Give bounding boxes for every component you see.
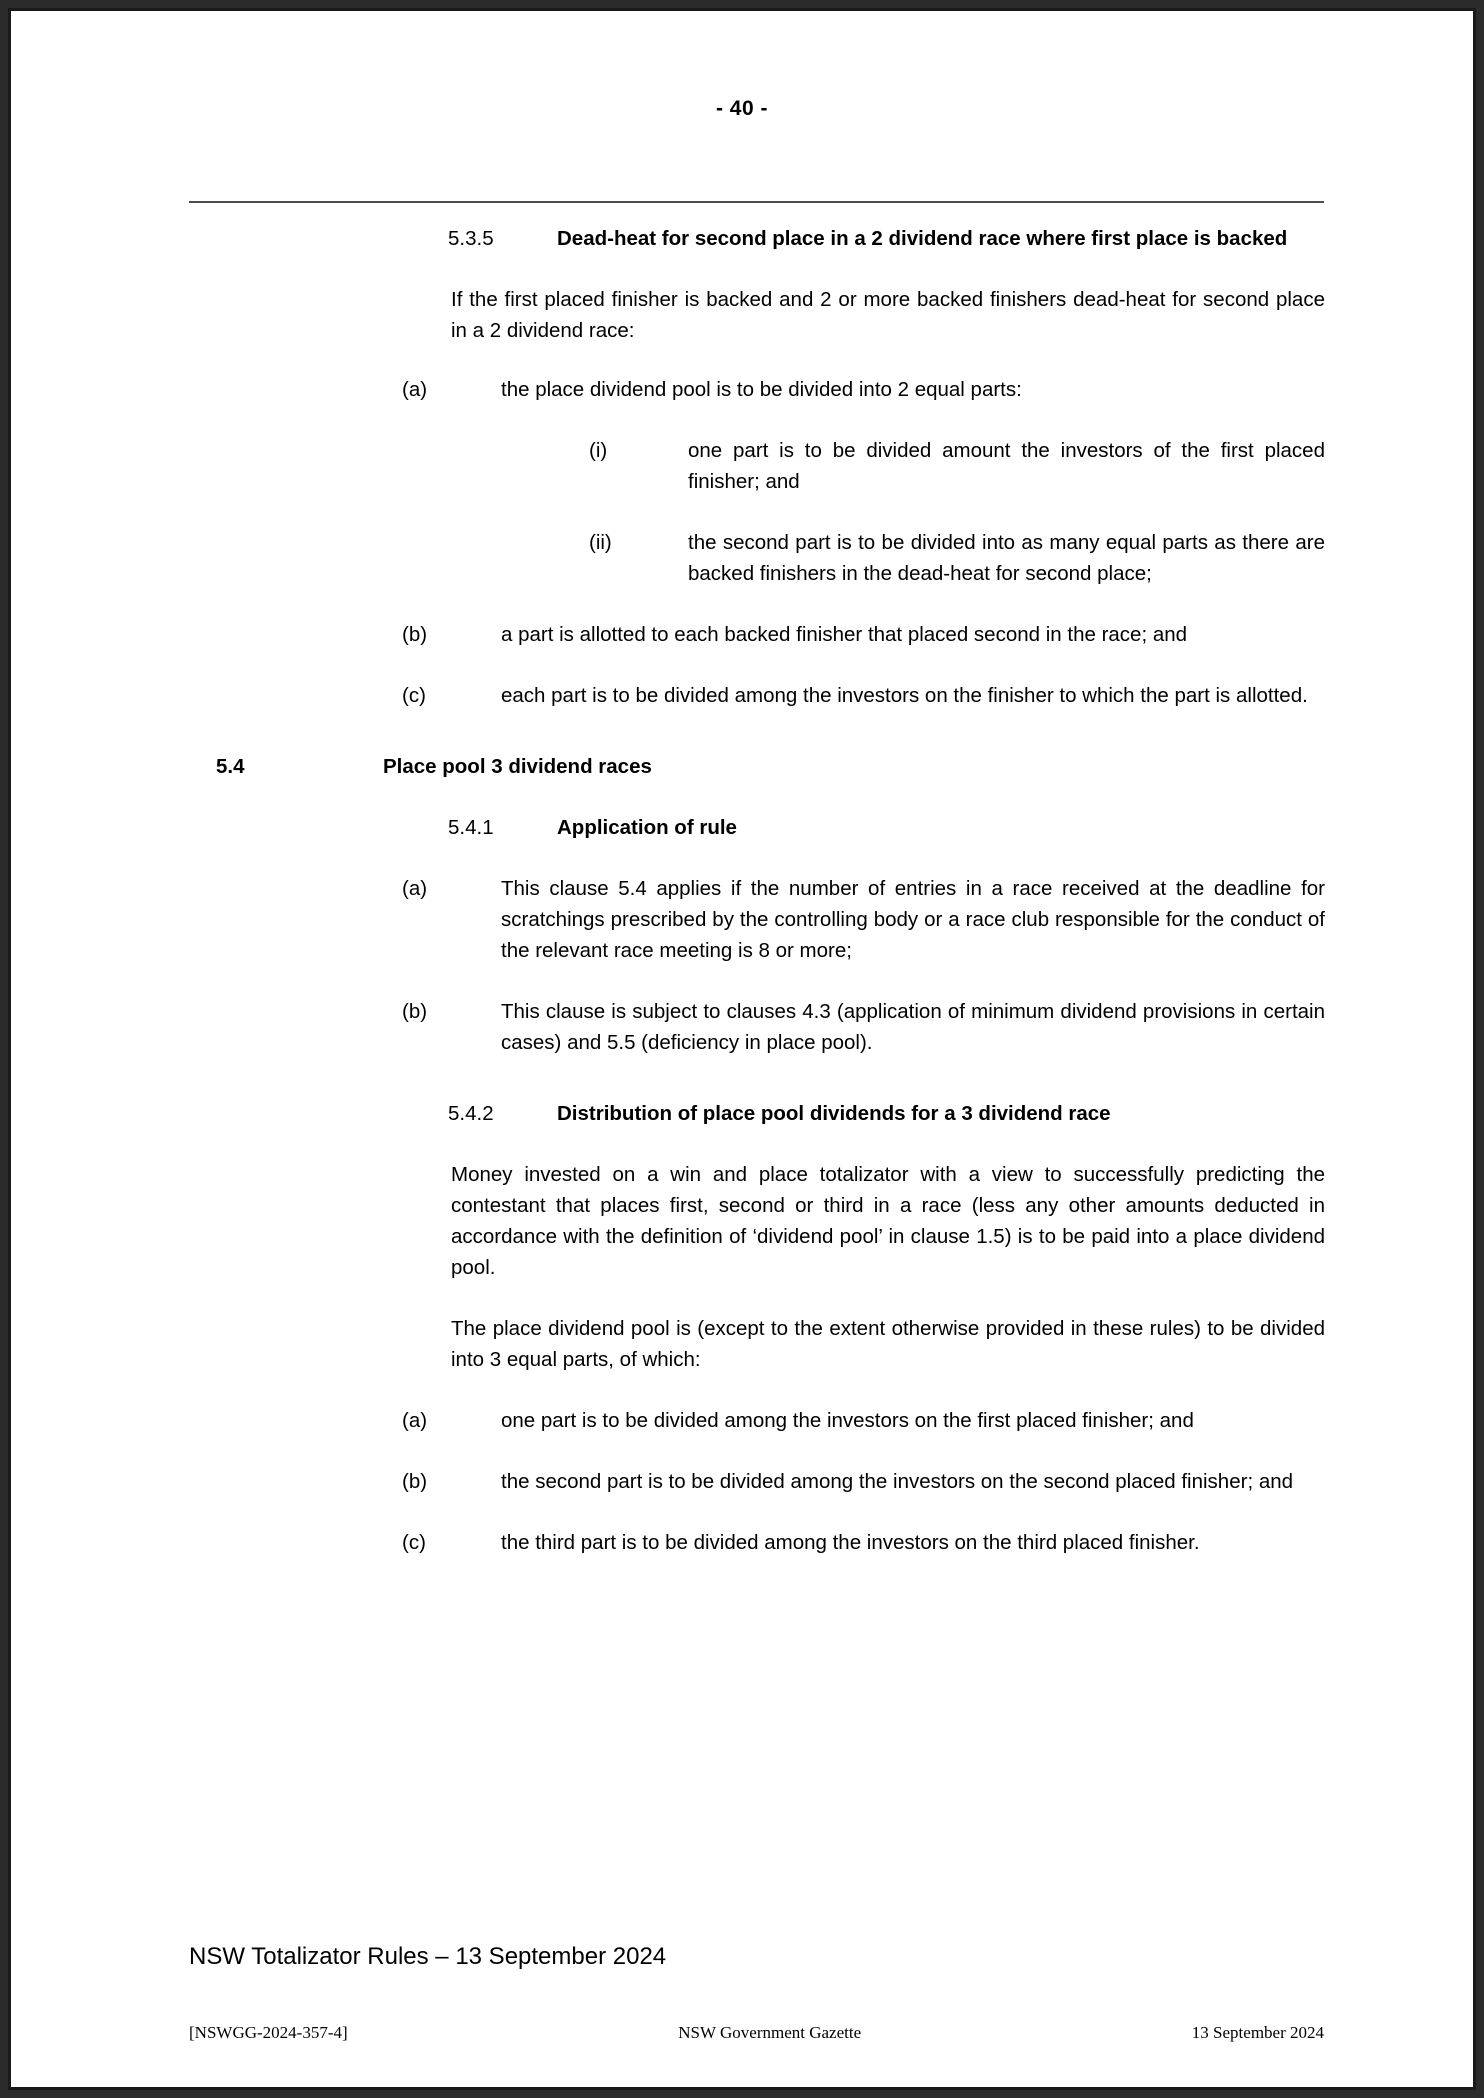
clause-marker: (b) <box>402 1000 428 1023</box>
clause-text: a part is allotted to each backed finisher that placed second in the race; and <box>501 623 1188 646</box>
footer-reference: [NSWGG-2024-357-4] <box>189 2023 348 2042</box>
clause-text: the second part is to be divided among the investors on the second placed finisher; and <box>501 1470 1294 1493</box>
vertical-spacer <box>11 711 1473 751</box>
clause-marker: (a) <box>402 378 428 401</box>
clause-marker: (c) <box>402 684 426 707</box>
body-paragraph <box>11 284 1473 346</box>
clause-marker: 5.4 <box>216 755 245 778</box>
vertical-spacer <box>11 1436 1473 1466</box>
clause-text: the second part is to be divided into as many equal parts as there are backed finishers in the dead-heat for second place; <box>688 531 1325 585</box>
clause-text: one part is to be divided among the investors on the first placed finisher; and <box>501 1409 1194 1432</box>
clause-marker: (a) <box>402 1409 428 1432</box>
clause-text: The place dividend pool is (except to the extent otherwise provided in these rules) to be divided into 3 equal parts, of which: <box>451 1317 1325 1371</box>
clause-text: Application of rule <box>557 816 737 839</box>
vertical-spacer <box>11 1129 1473 1159</box>
page-number: - 40 - <box>715 97 768 120</box>
roman-clause <box>11 435 1473 497</box>
lettered-clause <box>11 996 1473 1058</box>
clause-text: one part is to be divided amount the investors of the first placed finisher; and <box>688 439 1325 493</box>
clause-marker: (i) <box>589 439 608 462</box>
clause-text: This clause is subject to clauses 4.3 (application of minimum dividend provisions in certain cases) and 5.5 (deficiency in place pool). <box>501 1000 1325 1054</box>
lettered-clause <box>11 1405 1473 1436</box>
clause-text: Money invested on a win and place totalizator with a view to successfully predicting the contestant that places first, second or third in a race (less any other amounts deducted in accordance with the definition of ‘dividend pool’ in clause 1.5) is to be paid into a place dividend pool. <box>451 1163 1325 1279</box>
vertical-spacer <box>11 1375 1473 1405</box>
clause-marker: 5.4.1 <box>448 816 494 839</box>
lettered-clause <box>11 374 1473 405</box>
document-body <box>11 223 1473 1558</box>
footer-date: 13 September 2024 <box>1191 2023 1324 2042</box>
sub-heading <box>11 1098 1473 1129</box>
clause-text: Place pool 3 dividend races <box>383 755 652 778</box>
document-page <box>11 11 1473 2087</box>
clause-marker: (b) <box>402 1470 428 1493</box>
roman-clause <box>11 527 1473 589</box>
lettered-clause <box>11 680 1473 711</box>
vertical-spacer <box>11 1497 1473 1527</box>
clause-marker: 5.4.2 <box>448 1102 494 1125</box>
vertical-spacer <box>11 589 1473 619</box>
clause-text: Distribution of place pool dividends for a 3 dividend race <box>557 1102 1111 1125</box>
body-paragraph <box>11 1313 1473 1375</box>
footer-publication: NSW Government Gazette <box>678 2023 862 2042</box>
clause-text: the place dividend pool is to be divided into 2 equal parts: <box>501 378 1022 401</box>
vertical-spacer <box>11 1283 1473 1313</box>
vertical-spacer <box>11 1058 1473 1098</box>
header-divider <box>189 201 1324 203</box>
lettered-clause <box>11 1466 1473 1497</box>
section-heading <box>11 751 1473 782</box>
lettered-clause <box>11 873 1473 966</box>
vertical-spacer <box>11 346 1473 374</box>
vertical-spacer <box>11 843 1473 873</box>
vertical-spacer <box>11 497 1473 527</box>
clause-text: If the first placed finisher is backed and 2 or more backed finishers dead-heat for second place in a 2 dividend race: <box>451 288 1325 342</box>
body-paragraph <box>11 1159 1473 1283</box>
footer-meta-bar <box>189 2023 1324 2043</box>
clause-text: the third part is to be divided among the investors on the third placed finisher. <box>501 1531 1200 1554</box>
vertical-spacer <box>11 966 1473 996</box>
clause-marker: (a) <box>402 877 428 900</box>
clause-text: each part is to be divided among the investors on the finisher to which the part is allotted. <box>501 684 1308 707</box>
vertical-spacer <box>11 650 1473 680</box>
vertical-spacer <box>11 254 1473 284</box>
lettered-clause <box>11 619 1473 650</box>
vertical-spacer <box>11 782 1473 812</box>
clause-text: Dead-heat for second place in a 2 dividend race where first place is backed <box>557 227 1288 250</box>
sub-heading <box>11 812 1473 843</box>
clause-marker: 5.3.5 <box>448 227 494 250</box>
footer-document-title: NSW Totalizator Rules – 13 September 2024 <box>189 1943 667 1970</box>
lettered-clause <box>11 1527 1473 1558</box>
clause-marker: (b) <box>402 623 428 646</box>
clause-text: This clause 5.4 applies if the number of entries in a race received at the deadline for scratchings prescribed by the controlling body or a race club responsible for the conduct of the relevant race meeting is 8 or more; <box>501 877 1325 962</box>
vertical-spacer <box>11 405 1473 435</box>
clause-marker: (ii) <box>589 531 612 554</box>
sub-heading <box>11 223 1473 254</box>
clause-marker: (c) <box>402 1531 426 1554</box>
page-frame <box>8 8 1476 2090</box>
